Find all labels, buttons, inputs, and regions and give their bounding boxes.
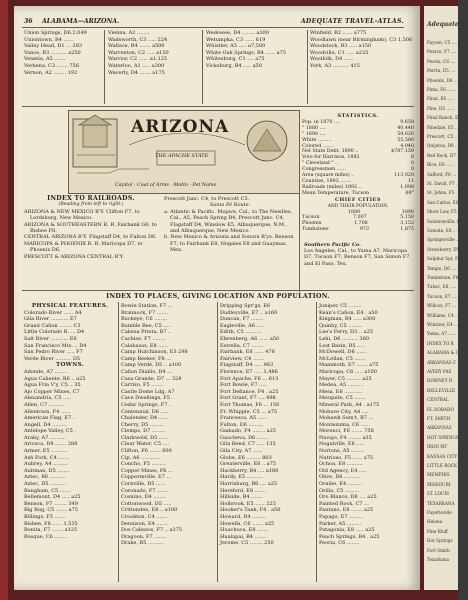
facing-page-line: MISSOURI <box>427 481 451 487</box>
list-item: Kean's Cañon, E4 . a50 <box>319 309 378 316</box>
list-item: Clear Water, C5 .... <box>121 441 169 448</box>
list-item: Armer, E5 .......... <box>24 448 68 455</box>
list-item: Cornville, D5 ...... <box>121 481 166 488</box>
facing-page-line: Rice, E6 ...... <box>427 162 455 168</box>
railroad-entry: Santa Fé Route. <box>209 202 251 209</box>
stat-row: Counties, 1892 ....... 11 <box>302 178 414 184</box>
top-column-1 <box>24 30 87 76</box>
index-column-a <box>24 303 116 540</box>
stat-row: Colored ....... 4,040 <box>302 143 414 149</box>
list-item: Whitesburg, C1 .... a75 <box>206 56 265 63</box>
stat-row: " 1890 .... 59,620 <box>302 131 414 137</box>
facing-page-line: Pinal Ranch, E6 <box>427 115 461 121</box>
list-item: Painted Rock, C7 ... <box>319 500 369 507</box>
city-row: Tombstone 973 1,875 <box>302 227 414 233</box>
list-item: Greaterville, E8 .. a75 <box>220 461 276 468</box>
list-item: Clemps, D7 ......... <box>121 428 167 435</box>
statistics-title: STATISTICS. <box>337 113 379 119</box>
list-item: Howard, D4 ......... <box>220 514 267 520</box>
list-item: Old Agency, E4 ..... <box>319 467 367 474</box>
facing-page-line: AVERY PAS <box>427 369 452 374</box>
list-item: Centennial, D6 ..... <box>121 408 169 415</box>
list-item: Grand Cañon ........ C3 <box>24 322 81 329</box>
list-item: Peach Springs, B4 . a25 <box>319 533 380 540</box>
facing-page-line: LITTLE ROCK <box>427 463 458 468</box>
list-item: Billings, F5 ....... <box>24 514 66 520</box>
list-item: Mammoth, E7 ....... a75 <box>319 362 379 369</box>
facing-page-line: Tucson, E7 .... <box>427 293 458 299</box>
facing-page-line: Fayetteville <box>427 510 452 515</box>
facing-page-line: Tempe, D6 ..... <box>427 265 458 271</box>
list-item: Maricopa, C6 ..... a100 <box>319 368 377 375</box>
railroad-entry: PRESCOTT & ARIZONA CENTRAL R'Y. <box>24 253 124 260</box>
railroad-entry: b. New Mexico & Arizona and Sonora R'ys. Benson F7, to Fairbank E8, Nogales E8 and Guaymas, Mex. <box>164 234 294 254</box>
list-item: Woodstock, B3 ..... a150 <box>310 43 372 50</box>
facing-page-line: Peoria, C6 .... <box>427 58 456 64</box>
list-item: Cañon Diablo, D4 ... <box>121 368 172 375</box>
facing-page-line: Helena <box>427 519 443 525</box>
list-item: Colorado River ...... A4 <box>24 309 82 316</box>
list-item: Camp Verde, D5 .. a100 <box>121 362 182 369</box>
stat-row: Mean Temperature, Tucson 69° <box>302 190 414 196</box>
list-item: Aztec, D5 .......... <box>24 481 66 488</box>
facing-page-line: Pima, F6 ...... <box>427 87 456 92</box>
physical-features-title: PHYSICAL FEATURES. <box>31 303 109 309</box>
facing-page-line: Perrin, D5 .... <box>427 68 456 74</box>
section-divider <box>22 106 414 107</box>
facing-page-line: TEXARKANA <box>427 500 455 506</box>
page-header <box>22 15 404 28</box>
list-item: Holbrook, E5 ...... 225 <box>220 500 276 507</box>
facing-page-line: KANSAS CITY <box>427 453 458 459</box>
railroad-entry: a. Atlantic & Pacific. Mojave, Cal., to The Needles, Cal., A5, Peach Spring B4, Prescott Junc. C4, Flagstaff D4, Winslow E5, Albuquerque, N.M., and Albuquerque, New Mexico. <box>164 208 293 235</box>
southern-pacific-note <box>304 242 414 267</box>
railroad-index-title: INDEX TO RAILROADS. <box>47 195 135 202</box>
list-item: Peoria, C6 ........ <box>319 540 360 547</box>
list-item: Dripping Spr'gs, E6 <box>220 303 271 309</box>
list-item: Bisbee, F8 ...... 1,535 <box>24 520 78 527</box>
list-item: Carrizo, F5 ........ <box>121 382 164 389</box>
list-item: Aultman, D5 ........ <box>24 467 71 474</box>
list-item: Camp Reeker, F8 ... <box>121 355 172 362</box>
list-item: Vance, B3 .......... a250 <box>24 49 81 56</box>
top-column-4 <box>310 30 412 70</box>
list-item: Woolfolk, D4 ...... <box>310 56 354 63</box>
facing-page-line: Pearce, F7 .... <box>427 49 457 55</box>
facing-page-line: ARKANSAS C <box>427 359 457 365</box>
facing-page-line: Tombstone, F8 . <box>427 275 462 280</box>
banner-title: ARIZONA <box>131 117 230 137</box>
list-item: Nutrioso, F5 ...... a75 <box>319 454 374 461</box>
facing-page-line: Tubac, E8 ..... <box>427 284 457 290</box>
stat-row: Net State Debt, 1890 .. $787,150 <box>302 149 414 155</box>
list-item: Wallace, B4 ....... a500 <box>108 43 165 50</box>
list-item: Mesa, E6 ........... <box>319 388 362 395</box>
list-item: Waverly, D4 ....... a175 <box>108 69 165 76</box>
list-item: Warrior, C2 ...... a1,125 <box>108 56 168 63</box>
list-item: Dudleyville, E7 .. a160 <box>220 309 278 316</box>
list-item: Verde River .......... D5 <box>24 355 81 362</box>
list-item: Juniper, C5 ........ <box>319 303 362 309</box>
list-item: Woodville, C1 ..... a225 <box>310 49 369 56</box>
list-item: Hereford, E8 ....... <box>220 487 266 494</box>
list-item: Medea, A5 .......... <box>319 382 364 389</box>
list-item: Fulton, D6 ......... <box>220 421 263 428</box>
list-item: Cedar Springs, F7 .. <box>121 401 173 408</box>
column-divider <box>202 30 203 104</box>
list-item: Crookton, C4 ....... <box>121 514 168 520</box>
facing-page-line: Pine, D5 ...... <box>427 105 455 111</box>
facing-page-line: Phoenix, D6 ... <box>427 77 458 83</box>
list-item: Fort Apache, F6 ... 613 <box>220 375 279 382</box>
list-item: Pantano, E8 ....... a25 <box>319 507 374 514</box>
list-item: Clarkwold, D5 ...... <box>121 434 169 441</box>
list-item: Mohawk Sum't, B7 ... <box>319 415 374 422</box>
list-item: Casa Grande, D7 ... 328 <box>121 375 182 382</box>
column-divider <box>316 302 317 582</box>
list-item: Big Bug, C5 ....... a75 <box>24 507 78 514</box>
list-item: Jerome, C5 ........ 250 <box>220 540 274 547</box>
facing-page-line: EL DORADO <box>427 406 454 412</box>
facing-page-line: ALABAMA & C <box>427 350 459 356</box>
list-item: Calabasas, E8 ...... <box>121 342 168 349</box>
list-item: Concho, F5 ......... <box>121 461 166 468</box>
list-item: San Francisco Mts. .. D4 <box>24 342 87 349</box>
southern-pacific-title: Southern Pacific Co. <box>304 242 361 248</box>
top-column-2 <box>108 30 169 76</box>
list-item: Hillside, B4 ....... <box>220 494 263 501</box>
list-item: Papago, E7 ......... <box>319 514 364 520</box>
list-item: Ehrenberg, A6 ...... a50 <box>220 335 280 342</box>
list-item: Hackberry, B4 .... a160 <box>220 467 279 474</box>
list-item: Fort Bowie, F7 ..... <box>220 382 268 389</box>
list-item: Adonde, A7 ........ <box>24 368 68 375</box>
list-item: Coppermville, E7 ... <box>121 474 172 481</box>
list-item: Allen, C7 .......... <box>24 401 65 408</box>
list-item: Chalender, D4 ...... <box>121 415 169 422</box>
railroad-entry: ARIZONA & SOUTHEASTERN R. R. Fairbank G6, to Bisbee F8. <box>24 221 157 235</box>
list-item: Alexandria, C5 ..... <box>24 395 72 402</box>
list-item: Bellemont, D4 ..... a25 <box>24 494 81 501</box>
stat-row: " Cleveland " .. 0 <box>302 161 414 167</box>
list-item: Gila Bend, C7 ..... 135 <box>220 441 276 448</box>
list-item: Castle Dome Ldg, A7 <box>121 388 175 395</box>
list-item: Cave Dwellings, F5 . <box>121 395 174 402</box>
list-item: Woodlawn (near Birmingham), C3 1,506 <box>310 36 413 43</box>
facing-page-line: Quijotoa, D8 .. <box>427 143 458 149</box>
stat-row: Vote for Harrison, 1892 6 <box>302 155 414 161</box>
list-item: Benson, F7 ........ 349 <box>24 500 78 507</box>
list-item: Ajo Copper Mines, C7 <box>24 388 80 395</box>
list-item: Fort Thomas, F6 ... 156 <box>220 401 280 408</box>
list-item: Warrenton, C2 ..... a150 <box>108 49 169 56</box>
list-item: Agua Fria V'y, C5 .. 35 <box>24 382 81 389</box>
facing-page-line: St. Johns, F5 . <box>427 190 457 196</box>
list-item: Verbena, C3 ....... 756 <box>24 62 79 69</box>
facing-page-line: Red Rock, D7 .. <box>427 152 460 158</box>
list-item: Dos Cabezos, F7 .. a375 <box>121 527 183 534</box>
list-item: Cherry, D5 ......... <box>121 421 165 428</box>
list-item: Lee's Ferry, D3 .. a25 <box>319 329 373 336</box>
left-running-title: ALABAMA—ARIZONA. <box>42 18 120 25</box>
list-item: San Pedro River ..... F7 <box>24 349 83 356</box>
facing-page-line: DOWNEY R <box>427 378 453 384</box>
list-item: Globe, E6 ......... 803 <box>220 454 272 461</box>
facing-page-line: Strawberry, D5 <box>427 246 460 252</box>
list-item: Oraibe, E4 ......... <box>319 481 363 488</box>
railroad-entry: Prescott Junc. C4, to Prescott C5. <box>164 196 250 202</box>
chief-cities-title: CHIEF CITIES <box>335 196 381 203</box>
top-column-3 <box>206 30 286 70</box>
list-item: Agua Caliente, B6 .. a25 <box>24 375 86 382</box>
list-item: Wetumpka, C3 ...... 619 <box>206 36 266 43</box>
list-item: Gila City, A7 ...... <box>220 448 263 455</box>
list-item: Camp Hutchinson, E3 298 <box>121 349 188 356</box>
railroad-index <box>24 196 158 260</box>
list-item: Orilla, C5 ......... <box>319 487 360 494</box>
list-item: Hualapai, B4 ....... <box>220 533 266 540</box>
list-item: Huachuca, E8 ....... <box>220 527 269 534</box>
column-divider <box>118 302 119 582</box>
list-item: Hardy, E5 .......... <box>220 474 263 481</box>
column-divider <box>299 110 300 292</box>
list-item: Gila River ........... E7 <box>24 316 77 323</box>
list-item: Mayer, C5 ......... a25 <box>319 375 372 382</box>
facing-page-line: Williams, C4 .. <box>427 312 458 318</box>
facing-page-line: HOT SPRINGS <box>427 434 459 440</box>
index-column-c <box>220 303 314 547</box>
list-item: Mohave City, A4 .... <box>319 408 369 415</box>
list-item: Vicksburg, B4 ..... a50 <box>206 62 263 69</box>
list-item: McLellan, C5 ....... <box>319 355 366 362</box>
facing-page-line: Hot Springs <box>427 538 453 544</box>
list-item: Cabeza Prieta, B7 .. <box>121 329 172 336</box>
facing-page-line: Sulphur Spr, F7 <box>427 256 461 262</box>
column-divider <box>217 302 218 582</box>
facing-page-line: Pinedale, E5 .. <box>427 124 458 130</box>
facing-page-line: INDEX TO R <box>427 340 454 346</box>
list-item: Wadsworth, C3 ..... 224 <box>108 36 168 43</box>
list-item: Crittenden, E8 .. a100 <box>121 507 178 514</box>
list-item: American Flag, E7 .. <box>24 415 76 422</box>
facing-page-line: Fort Smith <box>427 547 450 553</box>
list-item: Howells, C6 ....... a25 <box>220 520 275 527</box>
facing-page-line: St. David, F7 . <box>427 181 458 186</box>
facing-page-line: Safford, F6 ... <box>427 171 457 177</box>
list-item: Kingman, B4 ..... a300 <box>319 316 376 323</box>
stat-row: " 1880 .... 40,440 <box>302 125 414 131</box>
facing-page-line: Yuma, A7 ...... <box>427 331 457 337</box>
statistics-box <box>302 114 414 233</box>
list-item: Cosnino, D4 ........ <box>121 494 167 501</box>
chief-cities-subtitle: AND THEIR POPULATION. <box>327 203 389 209</box>
list-item: Aubrey, A4 ......... <box>24 461 68 468</box>
stat-row: Pop. in 1870 .... 9,658 <box>302 119 414 125</box>
list-item: Fort Grant, F7 .... 498 <box>220 395 276 402</box>
column-divider <box>104 30 105 104</box>
list-item: Hooker's Tank, F4 . a50 <box>220 507 281 514</box>
list-item: Angell, D4 ......... <box>24 421 67 428</box>
list-item: Bumble Bee, C5 ..... <box>121 322 172 329</box>
list-item: Brannock, F7 ....... <box>121 309 168 316</box>
arizona-banner-illustration <box>68 110 300 194</box>
list-item: Oro Blanco, D8 .... a25 <box>319 494 377 501</box>
list-item: Estrella, C7 ....... <box>220 342 263 349</box>
banner-caption: Capitol · Coat of Arms · Motto · Pet Name <box>115 183 217 188</box>
list-item: Ash Fork, C4 ....... <box>24 454 70 461</box>
list-item: Vernon, A2 ........ 192 <box>24 69 78 76</box>
list-item: Antelope Valley, C5 . <box>24 428 76 435</box>
list-item: White Oak Springs, B4 ...... a75 <box>206 49 286 56</box>
facing-page-line: ARKANSAS <box>427 425 452 431</box>
list-item: Olive, D6 .......... <box>319 474 360 481</box>
facing-page-line: San Carlos, E6 <box>427 199 459 205</box>
list-item: Whistler, A5 ..... a7,500 <box>206 43 266 50</box>
facing-page-line: Texarkana <box>427 557 450 562</box>
facing-page-line: IRON MT <box>427 444 448 450</box>
list-item: Montezuma, C6 ...... <box>319 421 371 428</box>
list-item: Bangham, C5 ....... <box>24 487 71 494</box>
facing-page-line: Willcox, F7 ... <box>427 303 457 309</box>
railroad-index-note: (Reading from left to right.) <box>58 202 124 208</box>
list-item: Allentown, F4 ...... <box>24 408 71 415</box>
index-column-b <box>121 303 215 547</box>
column-divider <box>307 30 308 104</box>
southern-pacific-text: Los Angeles, Cal., to Yuma A7, Maricopa D7, Tucson F7, Benson F7, San Simon F7 and El Paso, Tex. <box>304 248 410 267</box>
facing-page-line: MEMPHIS <box>427 472 450 478</box>
list-item: York, A3 .......... 415 <box>310 62 360 69</box>
list-item: Mineral Park, A4 . a175 <box>319 401 380 408</box>
list-item: Navajo, F4 ........ a35 <box>319 434 372 441</box>
list-item: Wedowee, D4 ........ a300 <box>206 30 269 36</box>
list-item: Aztec, B6 .......... <box>24 474 66 481</box>
list-item: Fort Defiance, F4 . a25 <box>220 388 279 395</box>
cities-years: 1880 1890 <box>348 209 414 215</box>
facing-page-line: Winslow, E4 ... <box>427 322 459 327</box>
list-item: Vienna, A2 ........ <box>108 30 150 36</box>
facing-page-line: Show Low, F5 .. <box>427 209 461 215</box>
facing-page-line: FT. SMITH <box>427 416 451 421</box>
list-item: Cip, A6 ............ <box>121 454 161 461</box>
list-item: Edith, C5 .......... <box>220 329 262 336</box>
list-item: Patagonia, E8 ..... a25 <box>319 527 375 534</box>
list-item: Dennison, E4 ....... <box>121 520 168 527</box>
stat-row: Railroads (miles) 1892 .. 1,098 <box>302 184 414 190</box>
list-item: Venetia, A5 ....... <box>24 56 66 63</box>
facing-page <box>424 6 468 590</box>
list-item: Dragoon, F7 ........ <box>121 533 167 540</box>
list-item: Nogalville, E6 ..... <box>319 441 365 448</box>
list-item: Nortons, A5 ........ <box>319 448 364 455</box>
railroad-index-continued <box>164 196 296 254</box>
list-item: Ft. Whipple, C5 ... a75 <box>220 408 278 415</box>
atlas-page <box>14 6 420 590</box>
list-item: Flagstaff, D4 ..... 963 <box>220 362 274 369</box>
stat-row: White ......... 55,580 <box>302 137 414 143</box>
city-row: Tucson 7,007 5,150 <box>302 215 414 221</box>
list-item: Fairbank, E8 ...... 478 <box>220 349 275 356</box>
facing-page-line: BELLEVILLE <box>427 387 456 393</box>
facing-page-line: ST. LOUIS <box>427 491 449 497</box>
facing-page-line: Payson, C5 .... <box>427 40 458 45</box>
list-item: Copper Mines, F6 ... <box>121 467 173 474</box>
list-item: Cachise, F7 ........ <box>121 335 166 342</box>
list-item: Fairview, C4 ....... <box>220 355 265 362</box>
list-item: Waterloo, A1 ..... a300 <box>108 62 165 69</box>
list-item: Lehi, D6 .......... 360 <box>319 335 370 342</box>
list-item: Little Colorado R. ... D4 <box>24 329 85 336</box>
list-item: Arivaca, D8 ....... 288 <box>24 441 78 448</box>
list-item: Uniontown, B4 ...... <box>24 36 73 43</box>
list-item: Parker, A5 ......... <box>319 520 362 527</box>
list-item: Bonita, F7 ....... a125 <box>24 527 78 534</box>
page-number: 36 <box>24 18 33 25</box>
city-row: Phoenix 1,708 3,152 <box>302 221 414 227</box>
facing-page-line: Sonoita, E8 ... <box>427 228 457 233</box>
list-item: Quinby, C5 ......... <box>319 322 363 329</box>
list-item: Duncan, F7 ........ <box>220 316 264 323</box>
facing-page-line: Pine Bluff <box>427 528 448 534</box>
list-item: Drake, B5 .......... <box>121 540 164 547</box>
list-item: Bowie Station, F7 ... <box>121 303 173 309</box>
index-column-d <box>319 303 415 547</box>
railroad-entry: CENTRAL ARIZONA R'Y. Flagstaff D4, to Fulton D6. <box>24 234 157 241</box>
banner-subtitle: THE APACHE STATE <box>155 153 209 159</box>
list-item: Clifton, F6 ....... 600 <box>121 448 172 455</box>
list-item: Coronado, F7 ....... <box>121 487 169 494</box>
list-item: Araby, A7 .......... <box>24 434 66 441</box>
list-item: Buckeye, C6 ........ <box>121 316 167 323</box>
list-item: Lost Basin, B5 ..... <box>319 342 366 349</box>
list-item: Bosque, C6 ........ <box>24 533 68 540</box>
facing-page-line: Solomonville, F7 <box>427 218 463 224</box>
facing-page-line: CENTRAL <box>427 397 449 403</box>
list-item: Winfield, B2 ...... a775 <box>310 30 367 36</box>
places-index-title: INDEX TO PLACES, GIVING LOCATION AND POPULATION. <box>106 293 330 300</box>
list-item: Francesca, A5 ...... <box>220 415 268 422</box>
towns-title: TOWNS. <box>55 362 85 369</box>
right-running-title: ADEQUATE TRAVEL-ATLAS. <box>300 18 404 25</box>
list-item: Salt River ........... E6 <box>24 335 77 342</box>
stat-row: Area (square miles) .. 113,020 <box>302 173 414 179</box>
list-item: Mesquite, C5 ....... <box>319 395 366 402</box>
facing-page-header: Adequate Tr <box>427 21 468 28</box>
list-item: Union Springs, D6.2,049 <box>24 30 87 36</box>
facing-page-line: Springerville .. <box>427 237 459 243</box>
railroad-entry: ARIZONA & NEW MEXICO R'Y. Clifton F7, to Lordsburg, New Mexico. <box>24 208 140 222</box>
section-divider <box>22 290 414 291</box>
list-item: Cottonwood, D5 ..... <box>121 500 172 507</box>
list-item: Ochoa, E8 .......... <box>319 461 363 468</box>
list-item: Gamado, F4 ........ a25 <box>220 428 276 435</box>
railroad-entry: MARICOPA & PHOENIX R. R. Maricopa D7, to Phoenix D6. <box>24 240 143 254</box>
list-item: Florence, E7 ..... 1,486 <box>220 368 278 375</box>
list-item: McDowell, D6 ....... <box>319 349 368 356</box>
stat-row: Congressmen ...... 0 <box>302 167 414 173</box>
facing-page-line: Prescott, C5 .. <box>427 134 458 139</box>
list-item: Valley Head, D1 ... 283 <box>24 43 83 50</box>
facing-page-line: Pinal, E6 ..... <box>427 96 455 102</box>
list-item: Gaucheva, D6 ....... <box>220 434 269 441</box>
list-item: Morenci, F6 ....... 758 <box>319 428 374 435</box>
list-item: Eagleville, A6 ..... <box>220 322 265 329</box>
list-item: Harrisburg, B6 .... a25 <box>220 481 278 488</box>
